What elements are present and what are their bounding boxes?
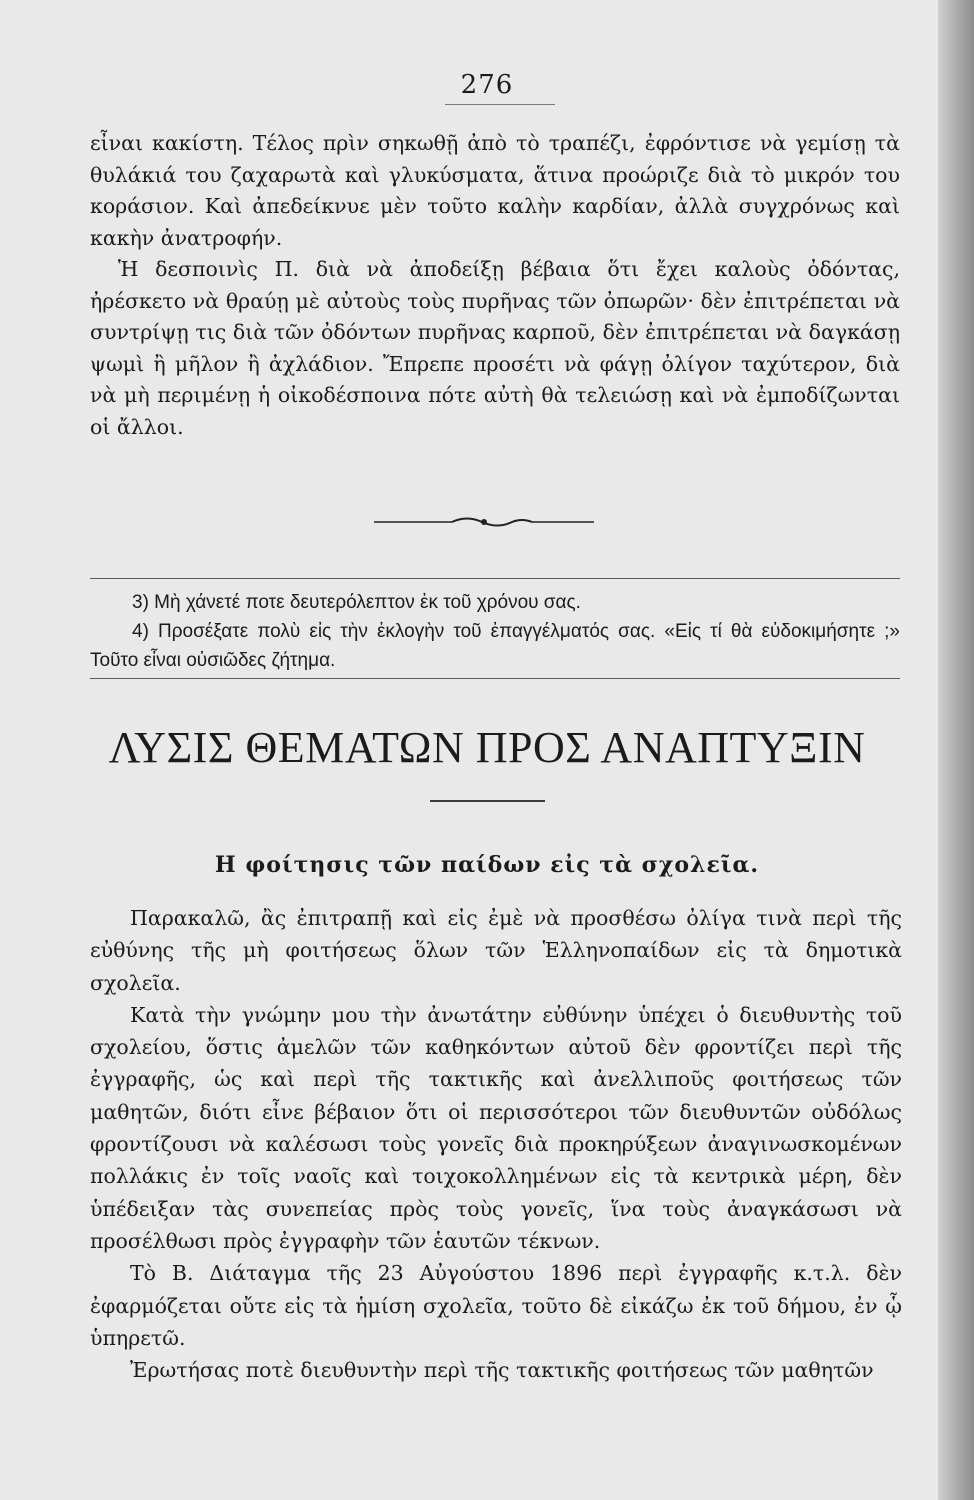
section-title: ΛΥΣΙΣ ΘΕΜΑΤΩΝ ΠΡΟΣ ΑΝΑΠΤΥΞΙΝ (108, 723, 866, 772)
page-number-rule (445, 104, 555, 105)
title-rule (430, 800, 545, 802)
top-text-block (90, 128, 900, 443)
footnote: 4) Προσέξατε πολὺ εἰς τὴν ἐκλογὴν τοῦ ἐπαγγέλματός σας. «Εἰς τί θὰ εὐδοκιμήσητε ;» Τοῦτο εἶναι οὐσιῶδες ζήτημα. (90, 621, 900, 671)
paragraph: Ἡ δεσποινὶς Π. διὰ νὰ ἀποδείξῃ βέβαια ὅτι ἔχει καλοὺς ὀδόντας, ἠρέσκετο νὰ θραύῃ μὲ αὐτοὺς τοὺς πυρῆνας τῶν ὀπωρῶν· δὲν ἐπιτρέπεται νὰ συντρίψῃ τις διὰ τῶν ὀδόντων πυρῆνας καρποῦ, δὲν ἐπιτρέπεται νὰ δαγκάσῃ ψωμὶ ἢ μῆλον ἢ ἀχλάδιον. Ἔπρεπε προσέτι νὰ φάγῃ ὀλίγον ταχύτερον, διὰ νὰ μὴ περιμένῃ ἡ οἰκοδέσποινα πότε αὐτὴ θὰ τελειώσῃ καὶ νὰ ἐμποδίζωνται οἱ ἄλλοι. (90, 257, 900, 439)
footnote: 3) Μὴ χάνετέ ποτε δευτερόλεπτον ἐκ τοῦ χρόνου σας. (132, 592, 581, 613)
footnote-top-rule (90, 578, 900, 579)
paragraph: Παρακαλῶ, ἂς ἐπιτραπῇ καὶ εἰς ἐμὲ νὰ προσθέσω ὀλίγα τινὰ περὶ τῆς εὐθύνης τῆς μὴ φοιτήσεως ὅλων τῶν Ἑλληνοπαίδων εἰς τὰ δημοτικὰ σχολεῖα. (90, 906, 902, 995)
page-number: 276 (460, 70, 514, 100)
footnotes (90, 588, 900, 675)
paragraph: Τὸ Β. Διάταγμα τῆς 23 Αὐγούστου 1896 περὶ ἐγγραφῆς κ.τ.λ. δὲν ἐφαρμόζεται οὔτε εἰς τὰ ἡμίση σχολεῖα, τοῦτο δὲ εἰκάζω ἐκ τοῦ δήμου, ἐν ᾧ ὑπηρετῶ. (90, 1261, 902, 1350)
paragraph: Κατὰ τὴν γνώμην μου τὴν ἀνωτάτην εὐθύνην ὑπέχει ὁ διευθυντὴς τοῦ σχολείου, ὅστις ἀμελῶν τῶν καθηκόντων αὐτοῦ δὲν φροντίζει περὶ τῆς ἐγγραφῆς, ὡς καὶ περὶ τῆς τακτικῆς καὶ ἀνελλιποῦς φοιτήσεως τῶν μαθητῶν, διότι εἶνε βέβαιον ὅτι οἱ περισσότεροι τῶν διευθυντῶν οὐδόλως φροντίζουσι νὰ καλέσωσι τοὺς γονεῖς διὰ προκηρύξεων ἀναγινωσκομένων πολλάκις ἐν τοῖς ναοῖς καὶ τοιχοκολλημένων εἰς τὰ κεντρικὰ μέρη, δὲν ὑπέδειξαν τὰς συνεπείας πρὸς τοὺς γονεῖς, ἵνα τοὺς ἀναγκάσωσι νὰ προσέλθωσι πρὸς ἐγγραφὴν τῶν ἑαυτῶν τέκνων. (90, 1002, 902, 1253)
paragraph: Ἐρωτήσας ποτὲ διευθυντὴν περὶ τῆς τακτικῆς φοιτήσεως τῶν μαθητῶν (130, 1358, 874, 1383)
paragraph: εἶναι κακίστη. Τέλος πρὶν σηκωθῇ ἀπὸ τὸ τραπέζι, ἐφρόντισε νὰ γεμίσῃ τὰ θυλάκιά του ζαχαρωτὰ καὶ γλυκύσματα, ἅτινα προώριζε διὰ τὸ μικρόν του κοράσιον. Καὶ ἀπεδείκνυε μὲν τοῦτο καλὴν καρδίαν, ἀλλὰ συγχρόνως καὶ κακὴν ἀνατροφήν. (90, 131, 900, 250)
footnote-bottom-rule (90, 678, 900, 679)
article-body (90, 902, 902, 1386)
article-title: Η φοίτησις τῶν παίδων εἰς τὰ σχολεῖα. (214, 852, 760, 878)
ornament-divider-icon (372, 512, 596, 532)
